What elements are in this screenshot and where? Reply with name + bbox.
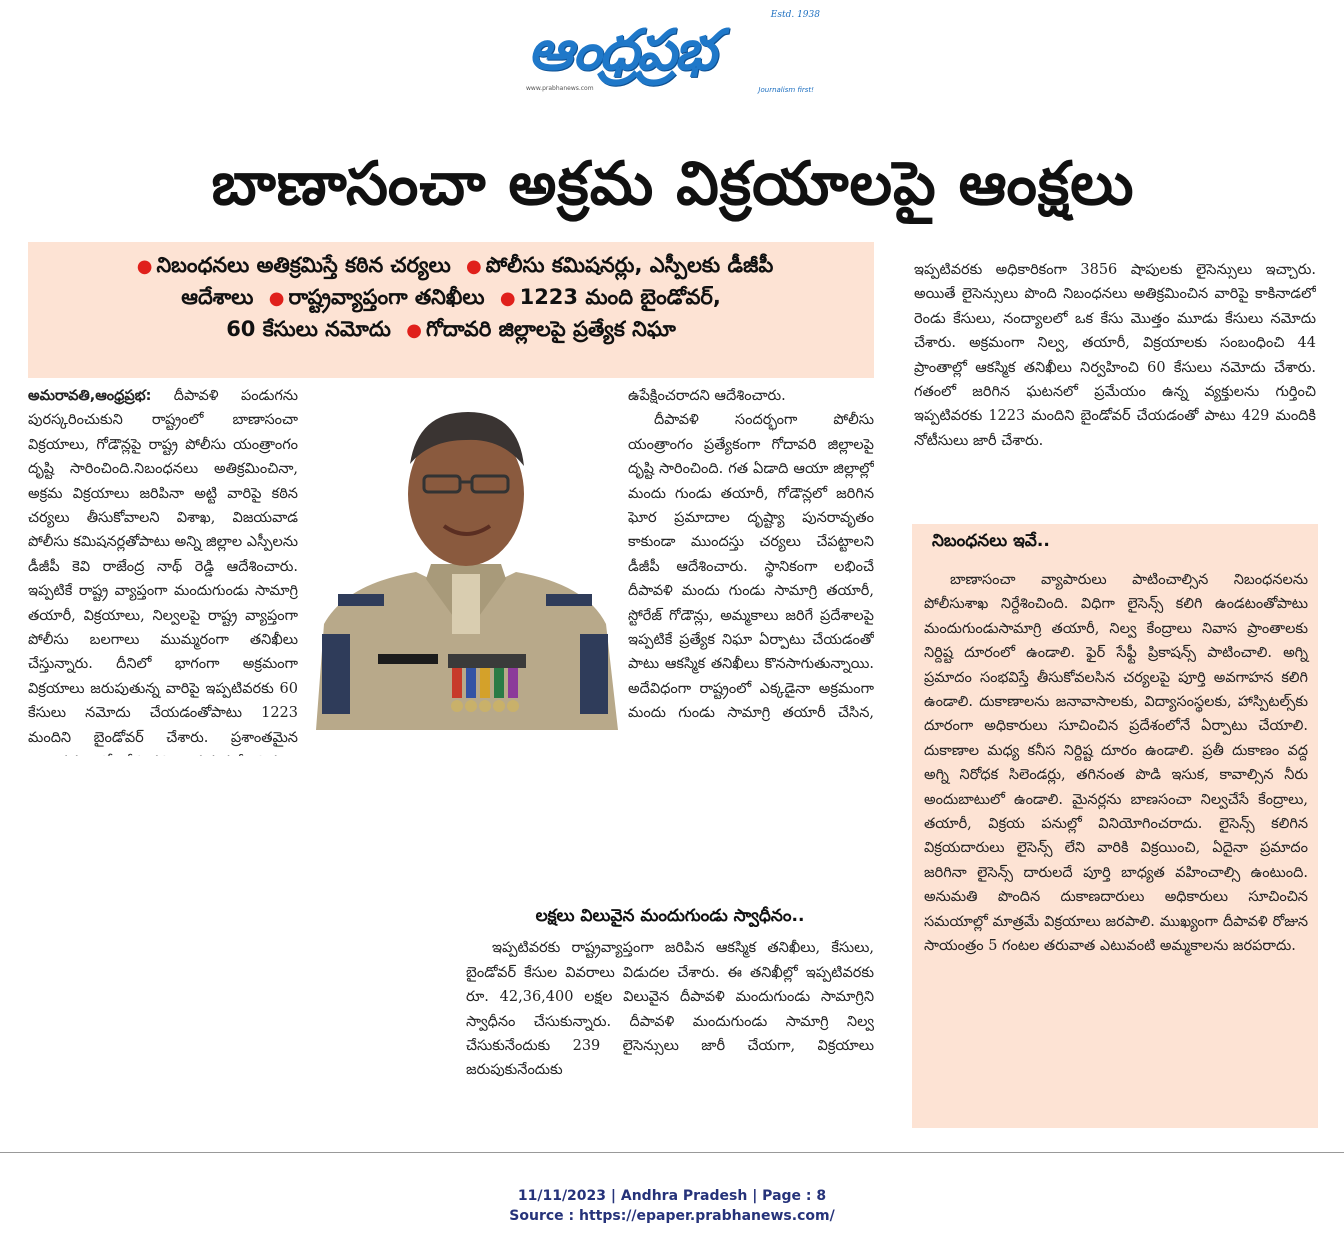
subsection-title: లక్షలు విలువైన మందుగుండు స్వాధీనం.. <box>535 906 805 926</box>
masthead-estd: Estd. 1938 <box>770 10 820 20</box>
subhead-point: ఆదేశాలు <box>181 285 254 309</box>
subhead-line-2 <box>44 282 858 314</box>
footer <box>0 1186 1344 1226</box>
bullet-icon: ● <box>136 256 153 277</box>
subhead-line-3 <box>44 314 858 346</box>
footer-divider <box>0 1152 1344 1153</box>
subhead-box <box>28 242 874 378</box>
footer-date-page: 11/11/2023 | Andhra Pradesh | Page : 8 <box>517 1188 827 1204</box>
masthead-website: www.prabhanews.com <box>526 85 594 92</box>
headline: బాణాసంచా అక్రమ విక్రయాలపై ఆంక్షలు <box>211 149 1135 219</box>
person-portrait-icon <box>306 384 624 730</box>
subhead-point: పోలీసు కమిషనర్లు, ఎస్పీలకు డీజీపీ <box>485 253 774 277</box>
subhead-point: రాష్ట్రవ్యాప్తంగా తనిఖీలు <box>288 285 485 309</box>
masthead-logo: ఆంధ్రప్రభ <box>528 18 715 83</box>
subhead-point: 60 కేసులు నమోదు <box>226 317 391 341</box>
bullet-icon: ● <box>406 320 422 341</box>
article-column-1-lower <box>28 756 456 1146</box>
article-paragraph: ఇప్పటివరకు అధికారికంగా 3856 షాపులకు లైసెన్సులు ఇచ్చారు. అయితే లైసెన్సులు పొంది నిబంధనలు అతిక్రమించిన వారిపై కాకినాడలో రెండు కేసులు, నంద్యాలలో ఒక కేసు మొత్తం మూడు కేసులు నమోదు చేశారు. అక్రమంగా నిల్వ, తయారీ, విక్రయాలకు సంబంధించి 44 ప్రాంతాల్లో ఆకస్మిక తనిఖీలు నిర్వహించి 60 కేసులు నమోదు చేశారు. గతంలో జరిగిన ఘటనలో ప్రమేయం ఉన్న వ్యక్తులను గుర్తించి ఇప్పటివరకు 1223 మందిని బైండోవర్ చేయడంతో పాటు 429 మందికి నోటీసులు జారీ చేశారు. <box>914 262 1316 449</box>
subhead-point: నిబంధనలు అతిక్రమిస్తే కఠిన చర్యలు <box>156 253 451 277</box>
article-column-3 <box>914 258 1316 518</box>
subhead-point: గోదావరి జిల్లాలపై ప్రత్యేక నిఘా <box>425 317 676 341</box>
subhead-point: 1223 మంది బైండోవర్, <box>519 285 721 309</box>
bullet-icon: ● <box>466 256 482 277</box>
sidebox-title: నిబంధనలు ఇవే.. <box>912 524 1318 562</box>
article-column-2 <box>628 384 874 730</box>
sidebox-body: బాణాసంచా వ్యాపారులు పాటించాల్సిన నిబంధనలను పోలీసుశాఖ నిర్దేశించింది. విధిగా లైసెన్స్ కలిగి ఉండటంతోపాటు మందుగుండుసామాగ్రి తయారీ, నిల్వ కేంద్రాలు నివాస ప్రాంతాలకు నిర్దిష్ట దూరంలో ఉండాలి. ఫైర్ సేఫ్టీ ప్రికాషన్స్ పాటించాలి. అగ్ని ప్రమాదం సంభవిస్తే తీసుకోవలసిన చర్యలపై పూర్తి అవగాహన కలిగి ఉండాలి. దుకాణాలను జనావాసాలకు, విద్యాసంస్థలకు, హాస్పిటల్స్‌కు దూరంగా అధికారులు సూచించిన ప్రదేశంలోనే ఏర్పాటు చేయాలి. దుకాణాల మధ్య కనీస నిర్దిష్ట దూరం ఉండాలి. ప్రతీ దుకాణం వద్ద అగ్ని నిరోధక సిలెండర్లు, తగినంత పొడి ఇసుక, కావాల్సిన నీరు అందుబాటులో ఉండాలి. మైనర్లను బాణసంచా నిల్వచేసే కేంద్రాలు, తయారీ, విక్రయ పనుల్లో వినియోగించరాదు. లైసెన్స్ కలిగిన విక్రయదారులు లైసెన్స్ లేని వారికి విక్రయించి, ఏదైనా ప్రమాదం జరిగినా లైసెన్స్ దారులదే పూర్తి బాధ్యత వహించాల్సి ఉంటుంది. అనుమతి పొందిన దుకాణదారులు అధికారులు సూచించిన సమయాల్లో మాత్రమే విక్రయాలు జరపాలి. ముఖ్యంగా దీపావళి రోజున సాయంత్రం 5 గంటల తరువాత ఎటువంటి అమ్మకాలను జరపరాదు. <box>924 572 1308 955</box>
article-paragraph: దీపావళి సందర్భంగా పోలీసు యంత్రాంగం ప్రత్యేకంగా గోదావరి జిల్లాలపై దృష్టి సారించింది. గత ఏడాది ఆయా జిల్లాల్లో మందు గుండు తయారీ, గోడౌన్లలో జరిగిన ఘోర ప్రమాదాల దృష్ట్యా పునరావృతం కాకుండా ముందస్తు చర్యలు చేపట్టాలని డీజీపీ ఆదేశించారు. స్థానికంగా లభించే దీపావళి మందు గుండు సామాగ్రి తయారీ, స్టోరేజ్ గోడౌన్లు, అమ్మకాలు జరిగే ప్రదేశాలపై ఇప్పటికే ప్రత్యేక నిఘా ఏర్పాటు చేయడంతో పాటు ఆకస్మిక తనిఖీలు కొనసాగుతున్నాయి. అదేవిధంగా రాష్ట్రంలో ఎక్కడైనా అక్రమంగా మందు గుండు సామాగ్రి తయారీ చేసిన, <box>628 412 874 722</box>
article-paragraph-continued <box>466 730 874 898</box>
bullet-icon: ● <box>268 288 285 309</box>
dateline: అమరావతి,ఆంధ్రప్రభ: <box>28 388 152 404</box>
masthead-tagline: Journalism first! <box>758 86 814 94</box>
sidebox <box>912 562 1318 1128</box>
article-paragraph: ఇప్పటివరకు రాష్ట్రవ్యాప్తంగా జరిపిన ఆకస్మిక తనిఖీలు, కేసులు, బైండోవర్ కేసుల వివరాలు విడుదల చేశారు. ఈ తనిఖీల్లో ఇప్పటివరకు రూ. 42,36,400 లక్షల విలువైన దీపావళి మందుగుండు సామాగ్రిని స్వాధీనం చేసుకున్నారు. దీపావళి మందుగుండు సామాగ్రి నిల్వ చేసుకునేందుకు 239 లైసెన్సులు జారీ చేయగా, విక్రయాలు జరుపుకునేందుకు <box>466 940 874 1079</box>
subhead-line-1 <box>44 250 858 282</box>
footer-source-link[interactable]: Source : https://epaper.prabhanews.com/ <box>509 1208 835 1224</box>
article-column-2-lower <box>466 730 874 1146</box>
masthead <box>520 10 820 100</box>
article-column-1 <box>28 384 298 756</box>
article-paragraph-text: దీపావళి పండుగను పురస్కరించుకుని రాష్ట్రంలో బాణాసంచా విక్రయాలు, గోడౌన్లపై రాష్ట్ర పోలీసు యంత్రాంగం దృష్టి సారించింది.నిబంధనలు అతిక్రమించినా, అక్రమ విక్రయాలు జరిపినా అట్టి వారిపై కఠిన చర్యలు తీసుకోవాలని విశాఖ, విజయవాడ పోలీసు కమిషనర్లతోపాటు అన్ని జిల్లాల ఎస్పీలను డీజీపీ కెవి రాజేంద్ర నాథ్ రెడ్డి ఆదేశించారు. ఇప్పటికే రాష్ట్ర వ్యాప్తంగా మందుగుండు సామాగ్రి తయారీ, విక్రయాలు, నిల్వలపై రాష్ట్ర వ్యాప్తంగా పోలీసు బలగాలు ముమ్మరంగా తనిఖీలు చేస్తున్నారు. దీనిలో భాగంగా అక్రమంగా విక్రయాలు జరుపుతున్న వారిపై ఇప్పటివరకు 60 కేసులు నమోదు చేయడంతోపాటు 1223 మందిని బైండోవర్ చేశారు. ప్రశాంతమైన <box>28 388 298 746</box>
article-paragraph: ఉపేక్షించరాదని ఆదేశించారు. <box>628 388 786 404</box>
article-paragraph <box>28 384 298 756</box>
bullet-icon: ● <box>499 288 516 309</box>
dgp-photo <box>306 384 624 730</box>
